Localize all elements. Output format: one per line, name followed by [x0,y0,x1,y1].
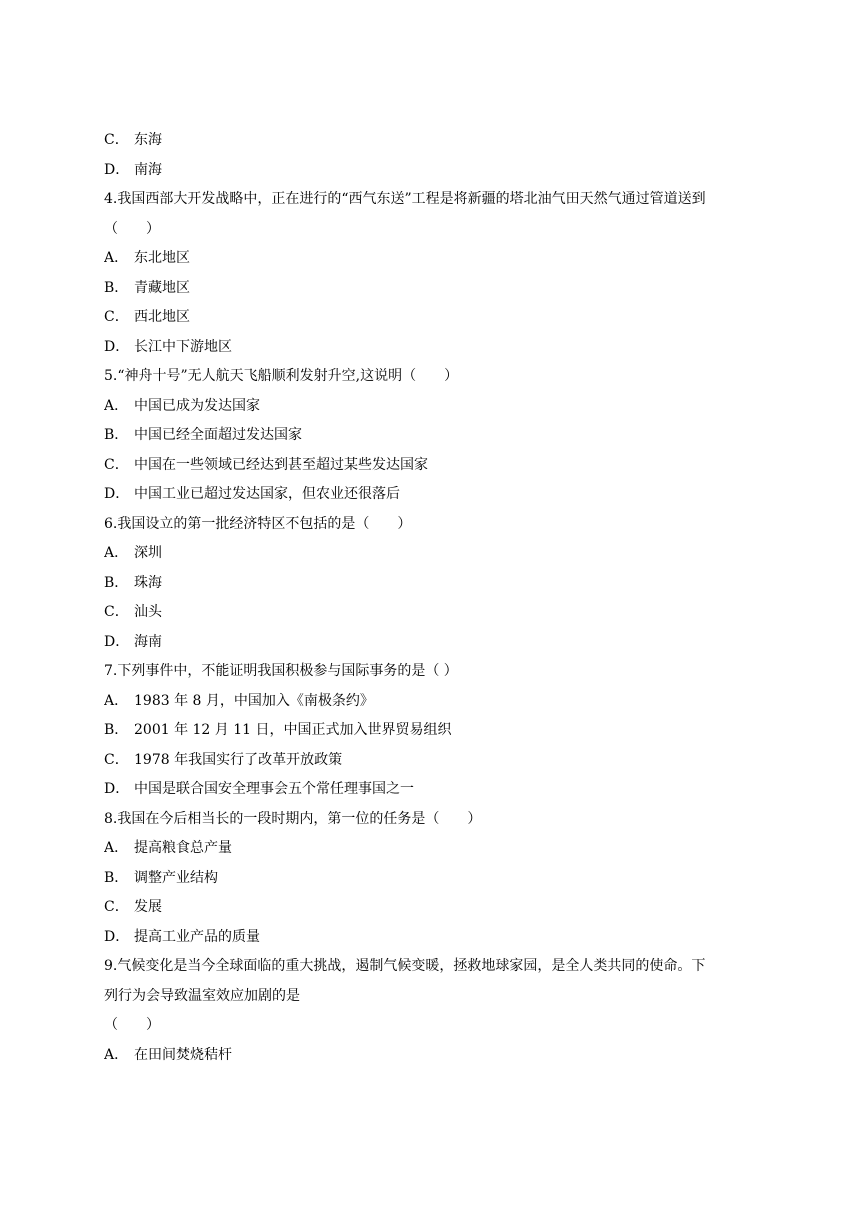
question-4-bracket: （ ） [104,220,160,237]
option-line [104,126,764,156]
option-letter: C． [104,456,129,473]
option-text: 发展 [134,899,162,915]
option-line [104,923,764,953]
option-line [104,569,764,599]
option-line [104,539,764,569]
option-text: 中国工业已超过发达国家，但农业还很落后 [134,486,400,502]
option-text: 中国已成为发达国家 [134,397,260,414]
option-letter: B． [104,427,129,443]
option-text: 1983 年 8 月，中国加入《南极条约》 [134,692,374,709]
option-text: 中国已经全面超过发达国家 [134,427,302,443]
option-line [104,244,764,274]
question-8-stem: 8.我国在今后相当长的一段时期内，第一位的任务是（ ） [104,810,482,827]
question-7-stem: 7.下列事件中，不能证明我国积极参与国际事务的是（ ） [104,663,458,679]
option-text: 提高工业产品的质量 [134,928,260,945]
option-line [104,893,764,923]
question-5-stem: 5.“神舟十号”无人航天飞船顺利发射升空,这说明（ ） [104,368,459,384]
option-text: 中国是联合国安全理事会五个常任理事国之一 [134,781,414,797]
option-text: 汕头 [134,604,162,620]
question-9-bracket: （ ） [104,1017,160,1033]
option-text: 南海 [134,161,162,178]
option-letter: D． [104,338,130,355]
option-line [104,598,764,628]
option-letter: A． [104,692,129,709]
option-text: 珠海 [134,574,162,591]
question-4-stem: 4.我国西部大开发战略中，正在进行的“西气东送”工程是将新疆的塔北油气田天然气通过管道送到 [104,191,706,207]
document-page [104,126,764,1070]
option-letter: C． [104,309,129,325]
question-9-stem-cont: 列行为会导致温室效应加剧的是 [104,987,300,1004]
option-letter: B． [104,279,129,296]
option-text: 提高粮食总产量 [134,840,232,856]
option-text: 东海 [134,132,162,148]
option-letter: B． [104,722,129,738]
option-letter: A． [104,545,129,561]
option-letter: D． [104,486,130,502]
option-letter: B． [104,869,129,886]
option-text: 在田间焚烧秸杆 [134,1046,232,1063]
option-line [104,303,764,333]
option-line [104,746,764,776]
option-letter: C． [104,751,129,768]
option-letter: A． [104,840,129,856]
option-line [104,775,764,805]
option-line [104,864,764,894]
option-letter: A． [104,250,129,266]
option-text: 青藏地区 [134,279,190,296]
option-line [104,451,764,481]
option-line [104,333,764,363]
option-line [104,480,764,510]
option-letter: D． [104,781,130,797]
option-line [104,628,764,658]
option-text: 1978 年我国实行了改革开放政策 [134,751,343,768]
option-line [104,834,764,864]
option-letter: A． [104,1046,129,1063]
option-line [104,716,764,746]
option-letter: A． [104,397,129,414]
option-letter: D． [104,633,130,650]
option-line [104,421,764,451]
option-text: 海南 [134,633,162,650]
option-text: 深圳 [134,545,162,561]
option-line [104,156,764,186]
option-line [104,687,764,717]
option-text: 调整产业结构 [134,869,218,886]
option-text: 西北地区 [134,309,190,325]
question-6-stem: 6.我国设立的第一批经济特区不包括的是（ ） [104,515,412,532]
option-text: 东北地区 [134,250,190,266]
option-letter: C． [104,604,129,620]
option-line [104,274,764,304]
option-line [104,392,764,422]
option-text: 2001 年 12 月 11 日，中国正式加入世界贸易组织 [134,722,452,738]
option-text: 中国在一些领域已经达到甚至超过某些发达国家 [134,456,428,473]
option-letter: D． [104,928,130,945]
question-9-stem: 9.气候变化是当今全球面临的重大挑战，遏制气候变暖，拯救地球家园，是全人类共同的使命。下 [104,958,706,974]
option-letter: C． [104,132,129,148]
option-letter: B． [104,574,129,591]
option-letter: C． [104,899,129,915]
option-line [104,1041,764,1071]
option-text: 长江中下游地区 [134,338,232,355]
option-letter: D． [104,161,130,178]
